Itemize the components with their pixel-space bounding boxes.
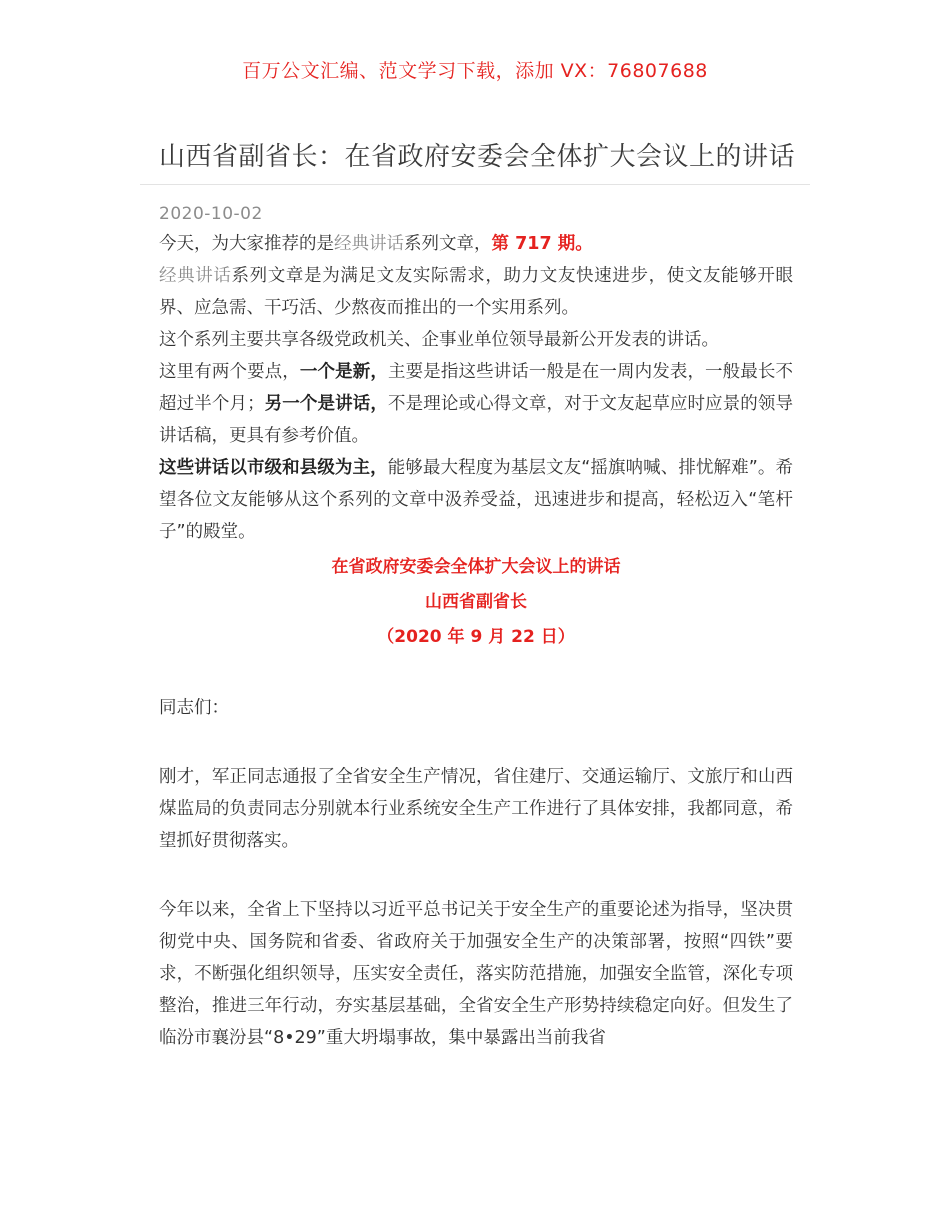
spacer <box>159 655 793 692</box>
intro-text: 主要是指这些讲话一般是在一周内发表，一般最长不超过半个月； <box>159 362 794 414</box>
intro-text: 今天，为大家推荐的是 <box>159 234 334 254</box>
title-divider <box>140 184 810 185</box>
intro-text: 系列文章， <box>404 234 492 254</box>
spacer <box>159 857 793 894</box>
intro-text: 系列文章是为满足文友实际需求，助力文友快速进步，使文友能够开眼界、应急需、干巧活、少熬夜而推出的一个实用系列。 <box>159 266 793 318</box>
speech-speaker: 山西省副省长 <box>425 592 527 612</box>
spacer <box>159 724 793 761</box>
intro-paragraph-4 <box>159 356 793 452</box>
intro-text: 不是理论或心得文章，对于文友起草应时应景的领导讲话稿，更具有参考价值。 <box>159 394 794 446</box>
article-title: 山西省副省长：在省政府安委会全体扩大会议上的讲话 <box>159 142 796 172</box>
speech-heading: 在省政府安委会全体扩大会议上的讲话 <box>331 557 621 577</box>
intro-paragraph-1 <box>159 228 793 260</box>
series-name: 经典讲话 <box>159 266 232 286</box>
series-name: 经典讲话 <box>334 234 404 254</box>
key-point-3: 这些讲话以市级和县级为主， <box>159 458 388 478</box>
issue-number: 第 717 期。 <box>491 234 593 254</box>
intro-text: 能够最大程度为基层文友“摇旗呐喊、排忧解难”。希望各位文友能够从这个系列的文章中汲养受益，迅速进步和提高，轻松迈入“笔杆子”的殿堂。 <box>159 458 793 542</box>
speech-paragraph-2: 今年以来，全省上下坚持以习近平总书记关于安全生产的重要论述为指导，坚决贯彻党中央、国务院和省委、省政府关于加强安全生产的决策部署，按照“四铁”要求，不断强化组织领导，压实安全责任，落实防范措施，加强安全监管，深化专项整治，推进三年行动，夯实基层基础，全省安全生产形势持续稳定向好。但发生了临汾市襄汾县“8•29”重大坍塌事故，集中暴露出当前我省 <box>159 900 793 1048</box>
intro-paragraph-3: 这个系列主要共享各级党政机关、企事业单位领导最新公开发表的讲话。 <box>159 330 719 350</box>
key-point-2: 另一个是讲话， <box>264 394 388 414</box>
salutation: 同志们： <box>159 698 229 718</box>
article-date: 2020-10-02 <box>159 204 263 224</box>
promo-banner: 百万公文汇编、范文学习下载，添加 VX：76807688 <box>242 60 708 82</box>
speech-paragraph-1: 刚才，军正同志通报了全省安全生产情况，省住建厅、交通运输厅、文旅厅和山西煤监局的负责同志分别就本行业系统安全生产工作进行了具体安排，我都同意，希望抓好贯彻落实。 <box>159 767 793 851</box>
speech-date: （2020 年 9 月 22 日） <box>377 627 575 647</box>
key-point-1: 一个是新， <box>299 362 388 382</box>
article-body <box>159 228 793 1054</box>
intro-text: 这里有两个要点， <box>159 362 300 382</box>
intro-paragraph-5 <box>159 452 793 548</box>
intro-paragraph-2 <box>159 260 793 324</box>
